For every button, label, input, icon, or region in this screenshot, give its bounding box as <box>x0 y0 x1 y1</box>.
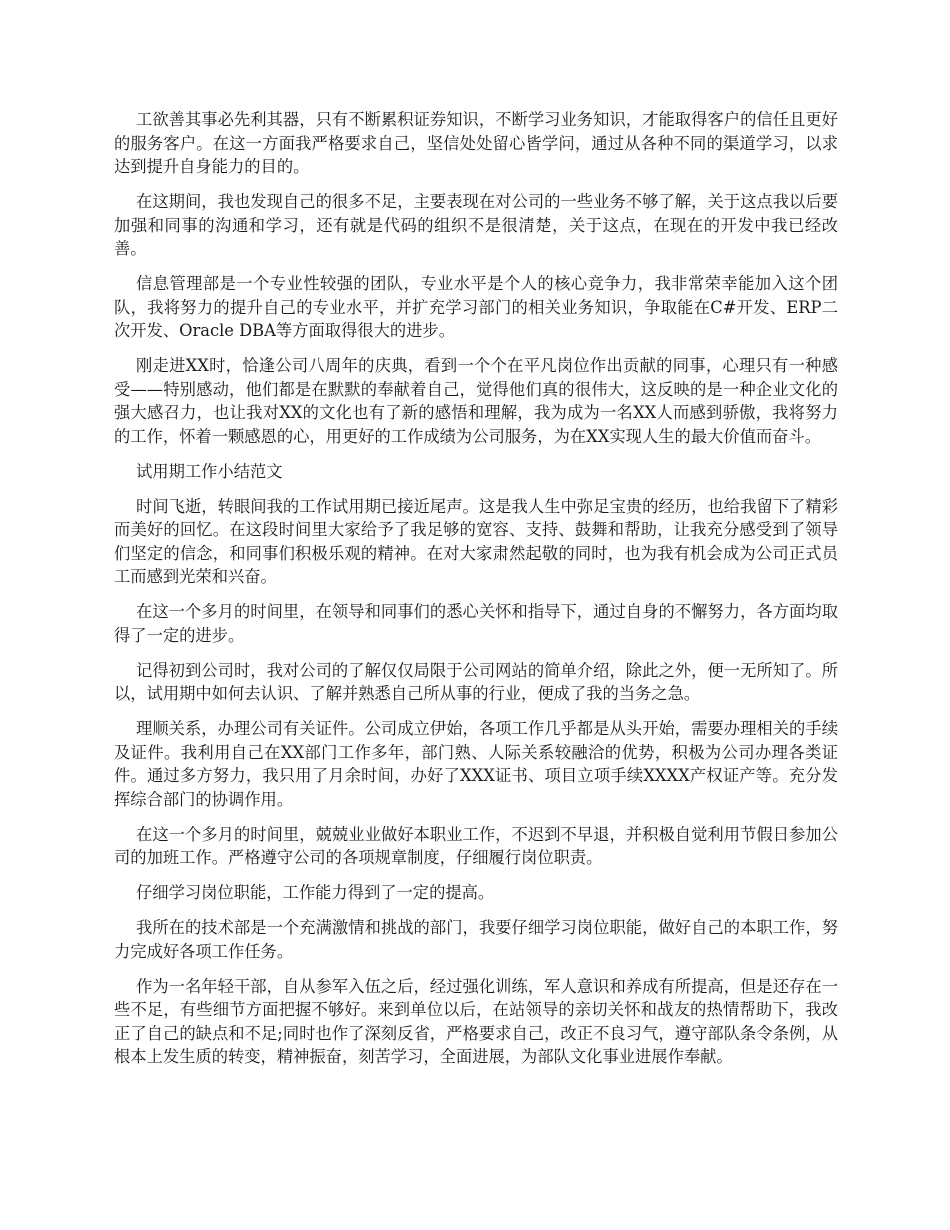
paragraph-6: 在这一个多月的时间里，在领导和同事们的悉心关怀和指导下，通过自身的不懈努力，各方面均取得了一定的进步。 <box>114 602 838 645</box>
paragraph-5: 时间飞逝，转眼间我的工作试用期已接近尾声。这是我人生中弥足宝贵的经历，也给我留下了精彩而美好的回忆。在这段时间里大家给予了我足够的宽容、支持、鼓舞和帮助，让我充分感受到了领导们坚定的信念，和同事们积极乐观的精神。在对大家肃然起敬的同时，也为我有机会成为公司正式员工而感到光荣和兴奋。 <box>114 496 838 586</box>
paragraph-1: 工欲善其事必先利其器，只有不断累积证券知识，不断学习业务知识，才能取得客户的信任且更好的服务客户。在这一方面我严格要求自己，坚信处处留心皆学问，通过从各种不同的渠道学习，以求达到提升自身能力的目的。 <box>114 110 838 176</box>
paragraph-2: 在这期间，我也发现自己的很多不足，主要表现在对公司的一些业务不够了解，关于这点我以后要加强和同事的沟通和学习，还有就是代码的组织不是很清楚，关于这点，在现在的开发中我已经改善。 <box>114 192 838 258</box>
document-body <box>114 108 838 1080</box>
paragraph-7: 记得初到公司时，我对公司的了解仅仅局限于公司网站的简单介绍，除此之外，便一无所知了。所以，试用期中如何去认识、了解并熟悉自己所从事的行业，便成了我的当务之急。 <box>114 660 838 703</box>
paragraph-10: 仔细学习岗位职能，工作能力得到了一定的提高。 <box>136 883 495 902</box>
paragraph-4: 刚走进XX时，恰逢公司八周年的庆典，看到一个个在平凡岗位作出贡献的同事，心理只有一种感受——特别感动，他们都是在默默的奉献着自己，觉得他们真的很伟大，这反映的是一种企业文化的强大感召力，也让我对XX的文化也有了新的感悟和理解，我为成为一名XX人而感到骄傲，我将努力的工作，怀着一颗感恩的心，用更好的工作成绩为公司服务，为在XX实现人生的最大价值而奋斗。 <box>114 356 838 446</box>
paragraph-9: 在这一个多月的时间里，兢兢业业做好本职业工作，不迟到不早退，并积极自觉利用节假日参加公司的加班工作。严格遵守公司的各项规章制度，仔细履行岗位职责。 <box>114 824 838 867</box>
paragraph-11: 我所在的技术部是一个充满激情和挑战的部门，我要仔细学习岗位职能，做好自己的本职工作，努力完成好各项工作任务。 <box>114 918 838 961</box>
section-heading: 试用期工作小结范文 <box>136 461 283 481</box>
paragraph-12: 作为一名年轻干部，自从参军入伍之后，经过强化训练，军人意识和养成有所提高，但是还存在一些不足，有些细节方面把握不够好。来到单位以后，在站领导的亲切关怀和战友的热情帮助下，我改正了自己的缺点和不足;同时也作了深刻反省，严格要求自己，改正不良习气，遵守部队条令条例，从根本上发生质的转变，精神振奋，刻苦学习，全面进展，为部队文化事业进展作奉献。 <box>114 976 838 1066</box>
paragraph-8: 理顺关系，办理公司有关证件。公司成立伊始，各项工作几乎都是从头开始，需要办理相关的手续及证件。我利用自己在XX部门工作多年，部门熟、人际关系较融洽的优势，积极为公司办理各类证件。通过多方努力，我只用了月余时间，办好了XXX证书、项目立项手续XXXX产权证产等。充分发挥综合部门的协调作用。 <box>114 719 838 809</box>
paragraph-3: 信息管理部是一个专业性较强的团队，专业水平是个人的核心竞争力，我非常荣幸能加入这个团队，我将努力的提升自己的专业水平，并扩充学习部门的相关业务知识，争取能在C#开发、ERP二次开发、Oracle DBA等方面取得很大的进步。 <box>114 274 838 340</box>
